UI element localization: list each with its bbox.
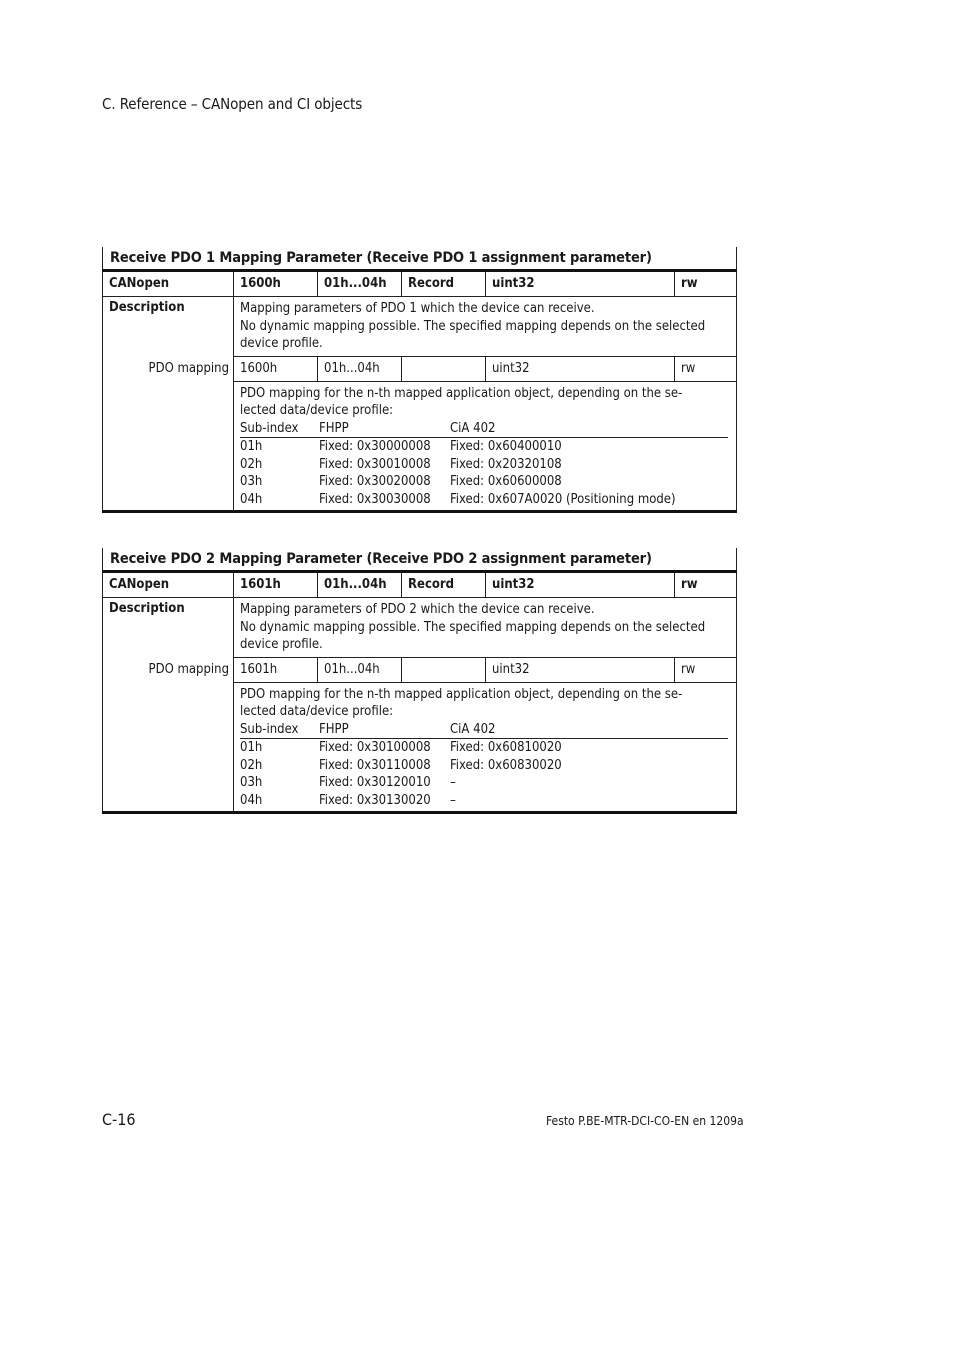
mapping-cell: Fixed: 0x30020008 [319, 474, 431, 489]
header-cell: uint32 [486, 272, 675, 296]
mapping-cell: 02h [240, 456, 263, 472]
mapping-cell: Fixed: 0x60600008 [450, 474, 562, 489]
mapping-details [234, 382, 736, 511]
table-header-row [102, 272, 737, 297]
pdo-cell: rw [681, 360, 696, 376]
header-cell: CANopen [103, 573, 234, 597]
description-line: device profile. [240, 637, 323, 652]
description-line: Mapping parameters of PDO 1 which the device can receive. [240, 301, 595, 316]
pdo-cell: uint32 [486, 357, 675, 381]
pdo-cell: 01h...04h [318, 658, 402, 682]
mapping-cell: Fixed: 0x60400010 [450, 439, 562, 454]
header-cell: Record [402, 272, 486, 296]
pdo-cell: 01h...04h [318, 357, 402, 381]
header-cell: 1601h [234, 573, 318, 597]
mapping-cell: 02h [240, 757, 263, 773]
description-text [234, 598, 736, 658]
rpdo1-mapping-table [102, 247, 737, 513]
mapping-cell: 01h [240, 439, 263, 454]
pdo-mapping-row [234, 357, 736, 382]
page-number: C-16 [102, 1110, 136, 1129]
mapping-cell: Fixed: 0x30120010 [319, 775, 431, 790]
header-cell: 01h...04h [318, 573, 402, 597]
description-label: Description [109, 300, 185, 315]
rpdo2-mapping-table [102, 548, 737, 814]
mapping-cell: Fixed: 0x30000008 [319, 439, 431, 454]
header-cell: 1600h [234, 272, 318, 296]
mapping-cell: 04h [240, 792, 263, 808]
header-cell: rw [681, 276, 698, 291]
mapping-cell: Fixed: 0x60810020 [450, 740, 562, 755]
mapping-cell: 03h [240, 775, 263, 790]
mapping-intro-line: PDO mapping for the n-th mapped application object, depending on the se- [240, 385, 683, 401]
pdo-cell: rw [681, 661, 696, 677]
header-cell: rw [681, 577, 698, 592]
table-title: Receive PDO 2 Mapping Parameter (Receive PDO 2 assignment parameter) [102, 548, 737, 570]
mapping-intro-line: lected data/device profile: [240, 403, 394, 418]
table-header-row [102, 573, 737, 598]
pdo-cell: 1600h [234, 357, 318, 381]
mapping-col-fhpp: FHPP [319, 721, 450, 740]
mapping-cell: Fixed: 0x30030008 [319, 491, 431, 507]
mapping-cell: 04h [240, 491, 263, 507]
mapping-cell: Fixed: 0x30010008 [319, 456, 431, 472]
mapping-col-fhpp: FHPP [319, 420, 450, 439]
pdo-cell: 1601h [234, 658, 318, 682]
mapping-intro-line: lected data/device profile: [240, 704, 394, 719]
pdo-cell [402, 357, 486, 381]
mapping-cell: Fixed: 0x30110008 [319, 757, 431, 773]
description-label: Description [109, 601, 185, 616]
document-id: Festo P.BE-MTR-DCI-CO-EN en 1209a [546, 1114, 744, 1128]
mapping-cell: 03h [240, 474, 263, 489]
pdo-mapping-row [234, 658, 736, 683]
mapping-col-cia402: CiA 402 [450, 420, 728, 439]
chapter-heading: C. Reference – CANopen and CI objects [102, 95, 363, 113]
mapping-col-subindex: Sub-index [240, 420, 319, 439]
mapping-cell: Fixed: 0x30100008 [319, 740, 431, 755]
mapping-cell: – [450, 775, 456, 790]
mapping-cell: Fixed: 0x20320108 [450, 456, 562, 472]
mapping-col-cia402: CiA 402 [450, 721, 728, 740]
mapping-cell: 01h [240, 740, 263, 755]
pdo-mapping-label: PDO mapping [148, 662, 229, 677]
description-text [234, 297, 736, 357]
mapping-cell: Fixed: 0x60830020 [450, 757, 562, 773]
mapping-col-subindex: Sub-index [240, 721, 319, 740]
table-title: Receive PDO 1 Mapping Parameter (Receive PDO 1 assignment parameter) [102, 247, 737, 269]
description-line: No dynamic mapping possible. The specified mapping depends on the selected [240, 619, 706, 635]
pdo-mapping-label: PDO mapping [148, 361, 229, 376]
description-line: Mapping parameters of PDO 2 which the device can receive. [240, 602, 595, 617]
header-cell: CANopen [103, 272, 234, 296]
mapping-intro-line: PDO mapping for the n-th mapped application object, depending on the se- [240, 686, 683, 702]
description-line: No dynamic mapping possible. The specified mapping depends on the selected [240, 318, 706, 334]
header-cell: uint32 [486, 573, 675, 597]
header-cell: 01h...04h [318, 272, 402, 296]
mapping-cell: – [450, 792, 456, 808]
pdo-cell: uint32 [486, 658, 675, 682]
header-cell: Record [402, 573, 486, 597]
pdo-cell [402, 658, 486, 682]
mapping-cell: Fixed: 0x607A0020 (Positioning mode) [450, 491, 676, 507]
mapping-details [234, 683, 736, 812]
description-line: device profile. [240, 336, 323, 351]
mapping-cell: Fixed: 0x30130020 [319, 792, 431, 808]
